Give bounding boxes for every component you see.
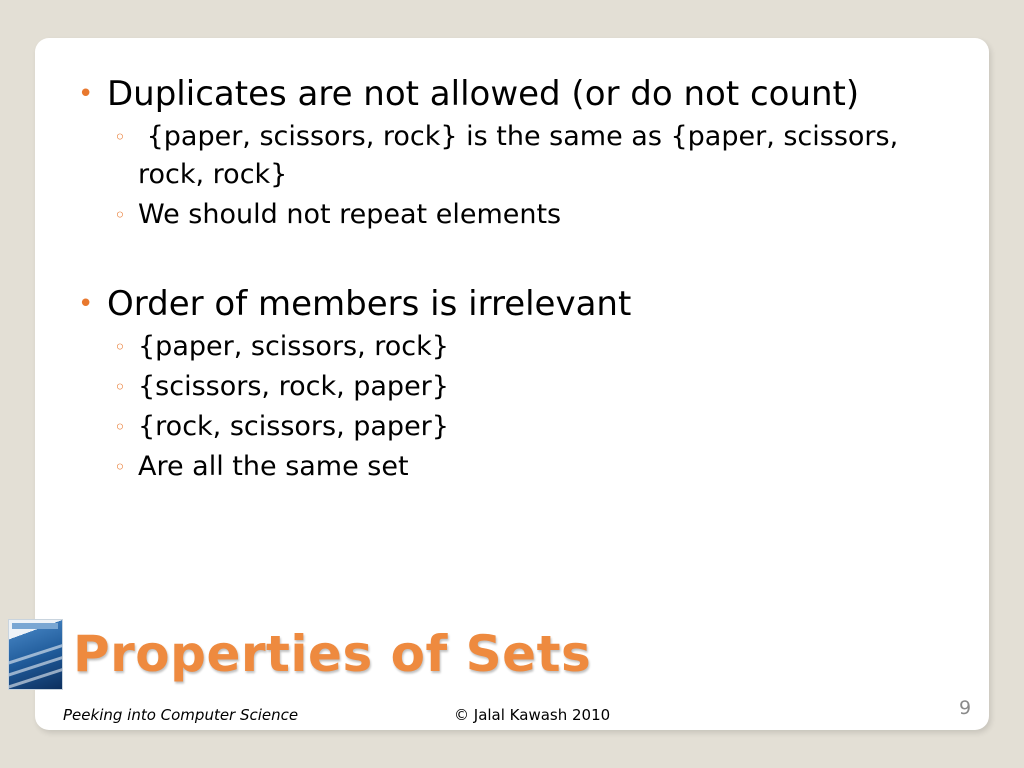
hollow-circle-icon: ◦ <box>114 335 126 359</box>
slide-title: Properties of Sets <box>73 625 592 683</box>
hollow-circle-icon: ◦ <box>114 375 126 399</box>
hollow-circle-icon: ◦ <box>114 455 126 479</box>
sub-bullet-item <box>78 368 958 406</box>
sub-bullet-item <box>78 408 958 446</box>
sub-bullet-item <box>78 196 958 234</box>
page-number: 9 <box>959 697 972 719</box>
footer-book-title: Peeking into Computer Science <box>63 706 299 724</box>
bullet-item <box>78 282 958 326</box>
sub-bullet-text: We should not repeat elements <box>138 199 562 230</box>
title-row <box>8 614 591 694</box>
sub-bullet-item <box>78 118 958 194</box>
sub-bullet-text: {paper, scissors, rock} <box>138 331 449 362</box>
sub-bullet-item <box>78 328 958 366</box>
hollow-circle-icon: ◦ <box>114 203 126 227</box>
sub-bullet-text: {scissors, rock, paper} <box>138 371 449 402</box>
sub-bullet-text: {paper, scissors, rock} is the same as {paper, scissors, rock, rock} <box>138 121 907 190</box>
hollow-circle-icon: ◦ <box>114 125 126 149</box>
bullet-text: Duplicates are not allowed (or do not count) <box>107 74 860 114</box>
bullet-dot-icon: • <box>78 79 94 109</box>
book-cover-thumbnail <box>8 619 63 690</box>
hollow-circle-icon: ◦ <box>114 415 126 439</box>
slide-body <box>78 72 958 486</box>
bullet-item <box>78 72 958 116</box>
sub-bullet-text: Are all the same set <box>138 451 409 482</box>
bullet-text: Order of members is irrelevant <box>107 284 632 324</box>
sub-bullet-text: {rock, scissors, paper} <box>138 411 449 442</box>
sub-bullet-item <box>78 448 958 486</box>
footer-copyright: © Jalal Kawash 2010 <box>454 706 611 724</box>
bullet-dot-icon: • <box>78 289 94 319</box>
